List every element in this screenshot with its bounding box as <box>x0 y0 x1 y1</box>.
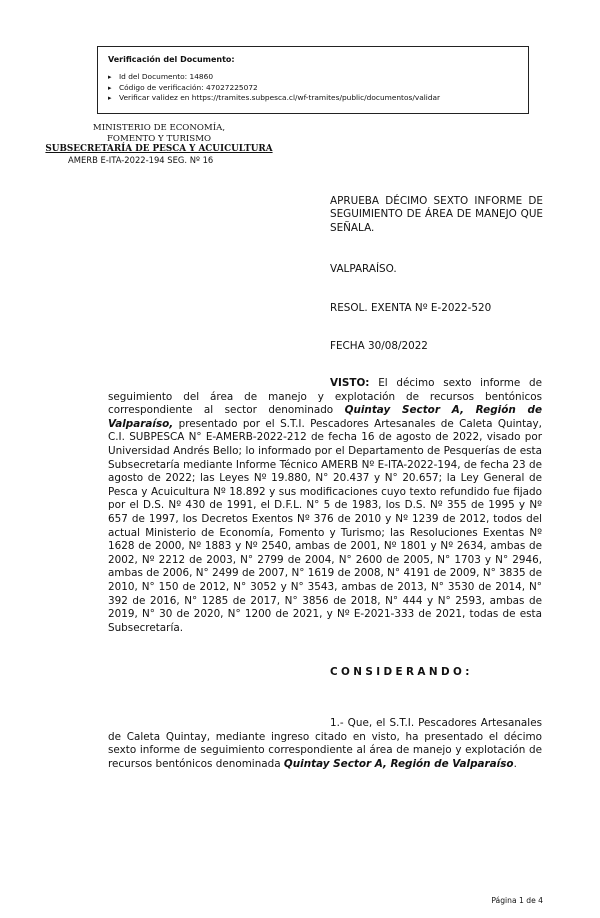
point-1-sector: Quintay Sector A, Región de Valparaíso <box>283 757 514 770</box>
document-code: AMERB E-ITA-2022-194 SEG. Nº 16 <box>68 154 214 165</box>
resolution-date: FECHA 30/08/2022 <box>330 340 428 352</box>
verification-url[interactable]: ▸ Verificar validez en https://tramites.subpesca.cl/wf-tramites/public/documentos/validar <box>108 93 520 104</box>
verification-code: ▸ Código de verificación: 47027225072 <box>108 83 520 94</box>
subsecretaria-name: SUBSECRETARÍA DE PESCA Y ACUICULTURA <box>45 144 273 155</box>
visto-label: VISTO: <box>330 377 370 389</box>
considerando-heading: CONSIDERANDO: <box>330 666 473 678</box>
verification-box <box>97 46 529 114</box>
verification-list <box>108 72 520 104</box>
visto-sector: Quintay Sector A, Región de Valparaíso, <box>108 404 542 430</box>
ministry-line-1: MINISTERIO DE ECONOMÍA, <box>92 123 226 133</box>
page-number: Página 1 de 4 <box>491 896 543 905</box>
visto-text-2: presentado por el S.T.I. Pescadores Artesanales de Caleta Quintay, C.I. SUBPESCA N° E-AMERB-2022-212 de fecha 16 de agosto de 2022, visado por Universidad Andrés Bello; lo informado por el Departamento de Pesquerías de esta Subsecretaría mediante Informe Técnico AMERB Nº E-ITA-2022-194, de fecha 23 de agosto de 2022; las Leyes Nº 19.880, N° 20.437 y N° 20.657; la Ley General de Pesca y Acuicultura Nº 18.892 y sus modificaciones cuyo texto refundido fue fijado por el D.S. Nº 430 de 1991, el D.F.L. N° 5 de 1983, los D.S. Nº 355 de 1995 y Nº 657 de 1997, los Decretos Exentos Nº 376 de 2010 y Nº 1239 de 2012, todos del actual Ministerio de Economía, Fomento y Turismo; las Resoluciones Exentas Nº 1628 de 2000, Nº 1883 y Nº 2540, ambas de 2001, Nº 1801 y Nº 2634, ambas de 2002, Nº 2212 de 2003, N° 2799 de 2004, N° 2600 de 2005, N° 1703 y N° 2946, ambas de 2006, N° 2499 de 2007, N° 1619 de 2008, N° 4191 de 2009, N° 3835 de 2010, N° 150 de 2012, N° 3052 y N° 3543, ambas de 2013, N° 3530 de 2014, N° 392 de 2016, N° 1285 de 2017, N° 3856 de 2018, N° 444 y N° 2593, ambas de 2019, N° 30 de 2020, N° 1200 de 2021, y Nº E-2021-333 de 2021, todas de esta Subsecretaría. <box>108 417 542 634</box>
ministry-line-2: FOMENTO Y TURISMO <box>106 133 212 144</box>
visto-paragraph <box>108 377 542 635</box>
point-1-end: . <box>513 757 517 770</box>
point-1-text: Que, el S.T.I. Pescadores Artesanales de Caleta Quintay, mediante ingreso citado en visto, ha presentado el décimo sexto informe de seguimiento correspondiente al área de manejo y explotación de recursos bentónicos denominada <box>108 717 542 770</box>
visto-text-1: El décimo sexto informe de seguimiento del área de manejo y explotación de recursos bentónicos correspondiente al sector denominado <box>108 377 542 417</box>
resolution-number: RESOL. EXENTA Nº E-2022-520 <box>330 302 492 314</box>
verification-id: ▸ Id del Documento: 14860 <box>108 72 520 83</box>
verification-title: Verificación del Documento: <box>108 55 235 64</box>
considerando-point-1 <box>108 717 542 771</box>
resolution-subject: APRUEBA DÉCIMO SEXTO INFORME DE SEGUIMIENTO DE ÁREA DE MANEJO QUE SEÑALA. <box>330 195 543 234</box>
letterhead <box>30 123 288 165</box>
place: VALPARAÍSO. <box>330 263 397 275</box>
point-1-number: 1.- <box>330 717 344 729</box>
